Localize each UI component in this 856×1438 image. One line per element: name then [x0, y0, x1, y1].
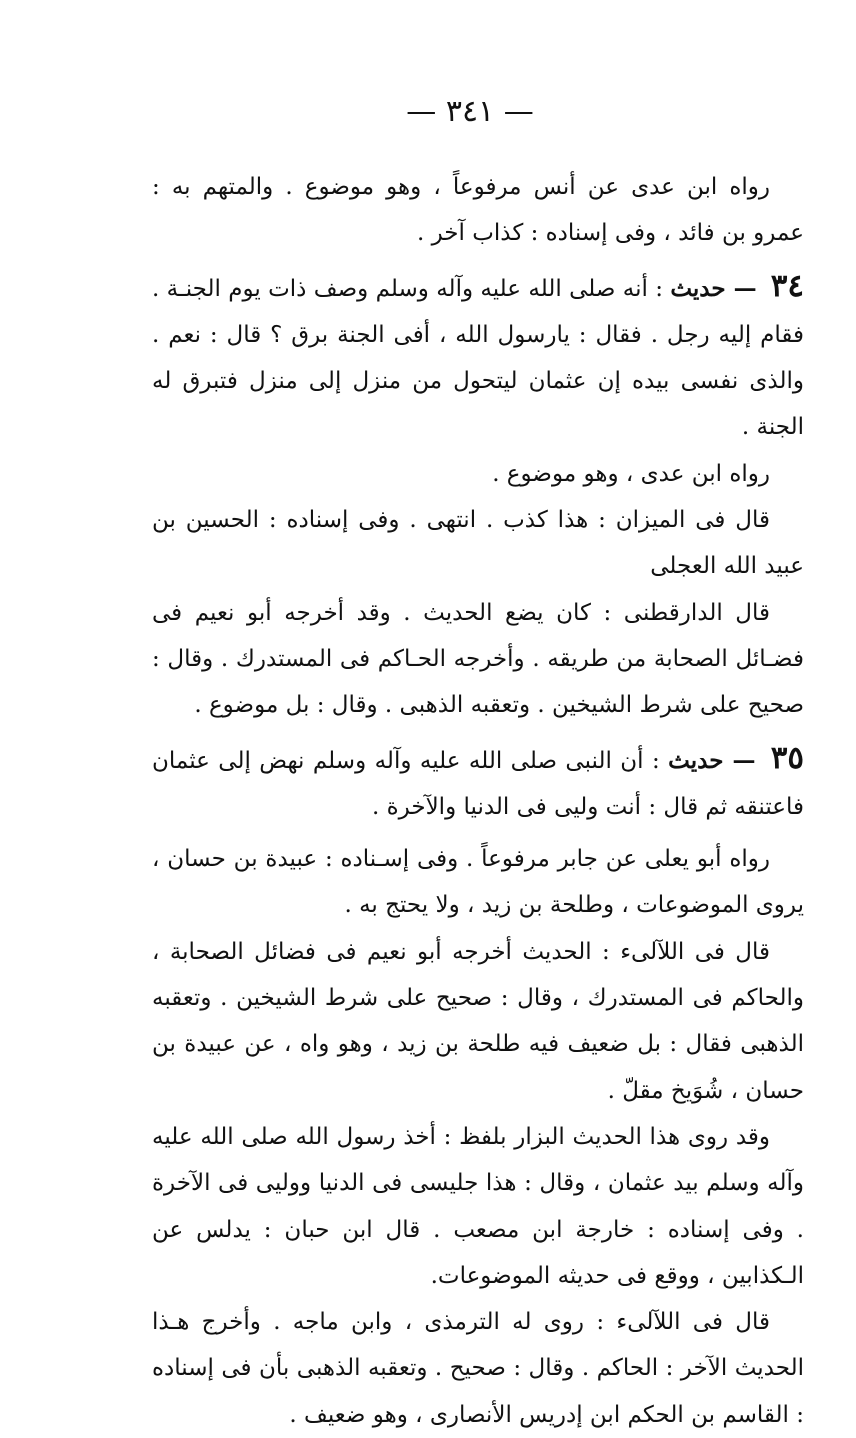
paragraph	[152, 451, 804, 497]
paragraph-text: قال الدارقطنى : كان يضع الحديث . وقد أخرجه أبو نعيم فى فضـائل الصحابة من طريقه . وأخرجه الحـاكم فى المستدرك . وقال : صحيح على شرط الشيخين . وتعقبه الذهبى . وقال : بل موضوع .	[152, 599, 804, 719]
hadith-paragraph	[152, 263, 804, 451]
hadith-separator: —	[723, 746, 765, 774]
paragraph-text: قال فى اللآلىء : الحديث أخرجه أبو نعيم فى فضائل الصحابة ، والحاكم فى المستدرك ، وقال : صحيح على شرط الشيخين . وتعقبه الذهبى فقال : بل ضعيف فيه طلحة بن زيد ، وهو واه ، عن عبيدة بن حسان ، شُوَيخ مقلّ .	[152, 938, 804, 1104]
paragraph-text: قال فى اللآلىء : روى له الترمذى ، وابن ماجه . وأخرج هـذا الحديث الآخر : الحاكم . وقال : صحيح . وتعقبه الذهبى بأن فى إسناده : القاسم بن الحكم ابن إدريس الأنصارى ، وهو ضعيف .	[152, 1309, 804, 1428]
paragraph	[152, 164, 804, 257]
paragraph-text: : أنه صلى الله عليه وآله وسلم وصف ذات يوم الجنـة . فقام إليه رجل . فقال : يارسول الله ، أفى الجنة برق ؟ قال : نعم . والذى نفسى بيده إن عثمان ليتحول من منزل إلى منزل فتبرق له الجنة .	[152, 275, 804, 441]
paragraph	[152, 929, 804, 1114]
paragraph	[152, 1299, 804, 1438]
page-number: — ٣٤١ —	[406, 94, 534, 129]
hadith-number: ٣٥	[770, 739, 804, 776]
paragraph	[152, 1114, 804, 1299]
hadith-label: حديث	[668, 746, 724, 774]
hadith-separator: —	[725, 274, 765, 302]
hadith-number: ٣٤	[770, 267, 805, 304]
paragraph-text: رواه ابن عدى عن أنس مرفوعاً ، وهو موضوع . والمتهم به : عمرو بن فائد ، وفى إسناده : كذاب آخر .	[152, 174, 804, 247]
hadith-paragraph	[152, 735, 804, 831]
paragraph-text: رواه أبو يعلى عن جابر مرفوعاً . وفى إسـناده : عبيدة بن حسان ، يروى الموضوعات ، وطلحة بن زيد ، ولا يحتج به .	[152, 846, 804, 919]
text-block	[152, 164, 804, 1438]
paragraph	[152, 590, 804, 729]
paragraph-text: رواه ابن عدى ، وهو موضوع .	[492, 460, 770, 487]
paragraph-text: : أن النبى صلى الله عليه وآله وسلم نهض إلى عثمان فاعتنقه ثم قال : أنت وليى فى الدنيا والآخرة .	[152, 747, 804, 820]
paragraph-text: وقد روى هذا الحديث البزار بلفظ : أخذ رسول الله صلى الله عليه وآله وسلم بيد عثمان ، وقال : هذا جليسى فى الدنيا ووليى فى الآخرة . وفى إسناده : خارجة ابن مصعب . قال ابن حبان : يدلس عن الـكذابين ، ووقع فى حديثه الموضوعات.	[152, 1123, 804, 1289]
hadith-label: حديث	[670, 274, 726, 302]
paragraph	[152, 497, 804, 590]
paragraph-text: قال فى الميزان : هذا كذب . انتهى . وفى إسناده : الحسين بن عبيد الله العجلى	[152, 507, 804, 580]
paragraph	[152, 836, 804, 929]
